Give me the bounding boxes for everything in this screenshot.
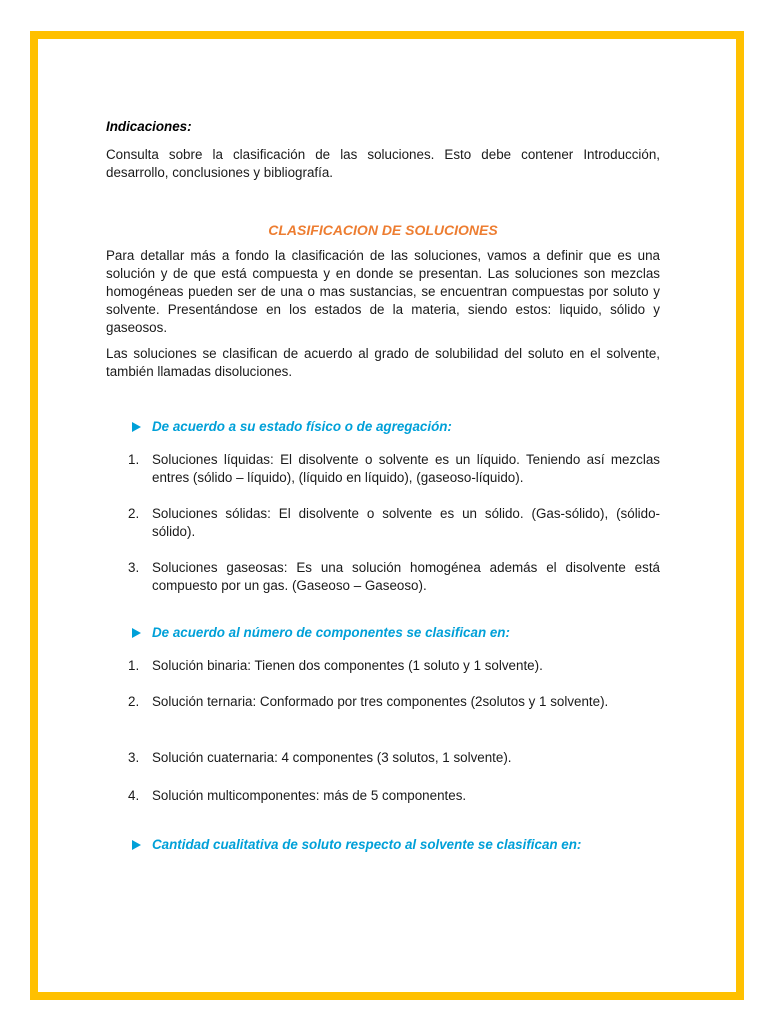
list-number: 2. xyxy=(128,506,140,521)
list-text: Soluciones gaseosas: Es una solución homogénea además el disolvente está compuesto por un gas. (Gaseoso – Gaseoso). xyxy=(152,560,660,593)
list-item xyxy=(128,505,660,541)
list-text: Soluciones líquidas: El disolvente o solvente es un líquido. Teniendo así mezclas entres (sólido – líquido), (líquido en líquido), (gaseoso-líquido). xyxy=(152,452,660,485)
indicaciones-label: Indicaciones: xyxy=(106,119,192,134)
subheading-text: Cantidad cualitativa de soluto respecto al solvente se clasifican en: xyxy=(152,837,582,852)
indicaciones-text: Consulta sobre la clasificación de las soluciones. Esto debe contener Introducción, desarrollo, conclusiones y bibliografía. xyxy=(106,147,660,180)
subheading-text: De acuerdo al número de componentes se clasifican en: xyxy=(152,625,510,640)
subheading-estado-fisico xyxy=(132,418,660,436)
subheading-numero-componentes xyxy=(132,624,660,642)
list-estado-fisico xyxy=(106,451,660,595)
list-text: Solución cuaternaria: 4 componentes (3 solutos, 1 solvente). xyxy=(152,750,512,765)
paragraph-definition: Para detallar más a fondo la clasificación de las soluciones, vamos a definir que es una solución y de que está compuesta y en donde se presentan. Las soluciones son mezclas homogéneas pueden ser de una o mas sustancias, se encuentran compuestas por soluto y solvente. Presentándose en los estados de la materia, siendo estos: liquido, sólido y gaseosos. xyxy=(106,248,660,335)
list-item xyxy=(128,451,660,487)
list-text: Solución binaria: Tienen dos componentes (1 soluto y 1 solvente). xyxy=(152,658,543,673)
list-text: Soluciones sólidas: El disolvente o solvente es un sólido. (Gas-sólido), (sólido-sólido). xyxy=(152,506,660,539)
list-item xyxy=(128,559,660,595)
list-item xyxy=(128,693,660,711)
list-number: 4. xyxy=(128,788,140,803)
paragraph-classification: Las soluciones se clasifican de acuerdo al grado de solubilidad del soluto en el solvente, también llamadas disoluciones. xyxy=(106,346,660,379)
arrowhead-bullet-icon xyxy=(132,422,141,432)
section-title: CLASIFICACION DE SOLUCIONES xyxy=(268,222,498,238)
list-text: Solución multicomponentes: más de 5 componentes. xyxy=(152,788,467,803)
list-number: 3. xyxy=(128,560,140,575)
list-numero-componentes xyxy=(106,657,660,805)
list-text: Solución ternaria: Conformado por tres componentes (2solutos y 1 solvente). xyxy=(152,694,609,709)
list-number: 2. xyxy=(128,694,140,709)
arrowhead-bullet-icon xyxy=(132,840,141,850)
list-item xyxy=(128,749,660,767)
document-body xyxy=(106,118,660,854)
subheading-text: De acuerdo a su estado físico o de agregación: xyxy=(152,419,452,434)
list-item xyxy=(128,787,660,805)
subheading-cantidad-cualitativa xyxy=(132,836,660,854)
list-number: 3. xyxy=(128,750,140,765)
list-number: 1. xyxy=(128,452,140,467)
arrowhead-bullet-icon xyxy=(132,628,141,638)
list-item xyxy=(128,657,660,675)
list-number: 1. xyxy=(128,658,140,673)
